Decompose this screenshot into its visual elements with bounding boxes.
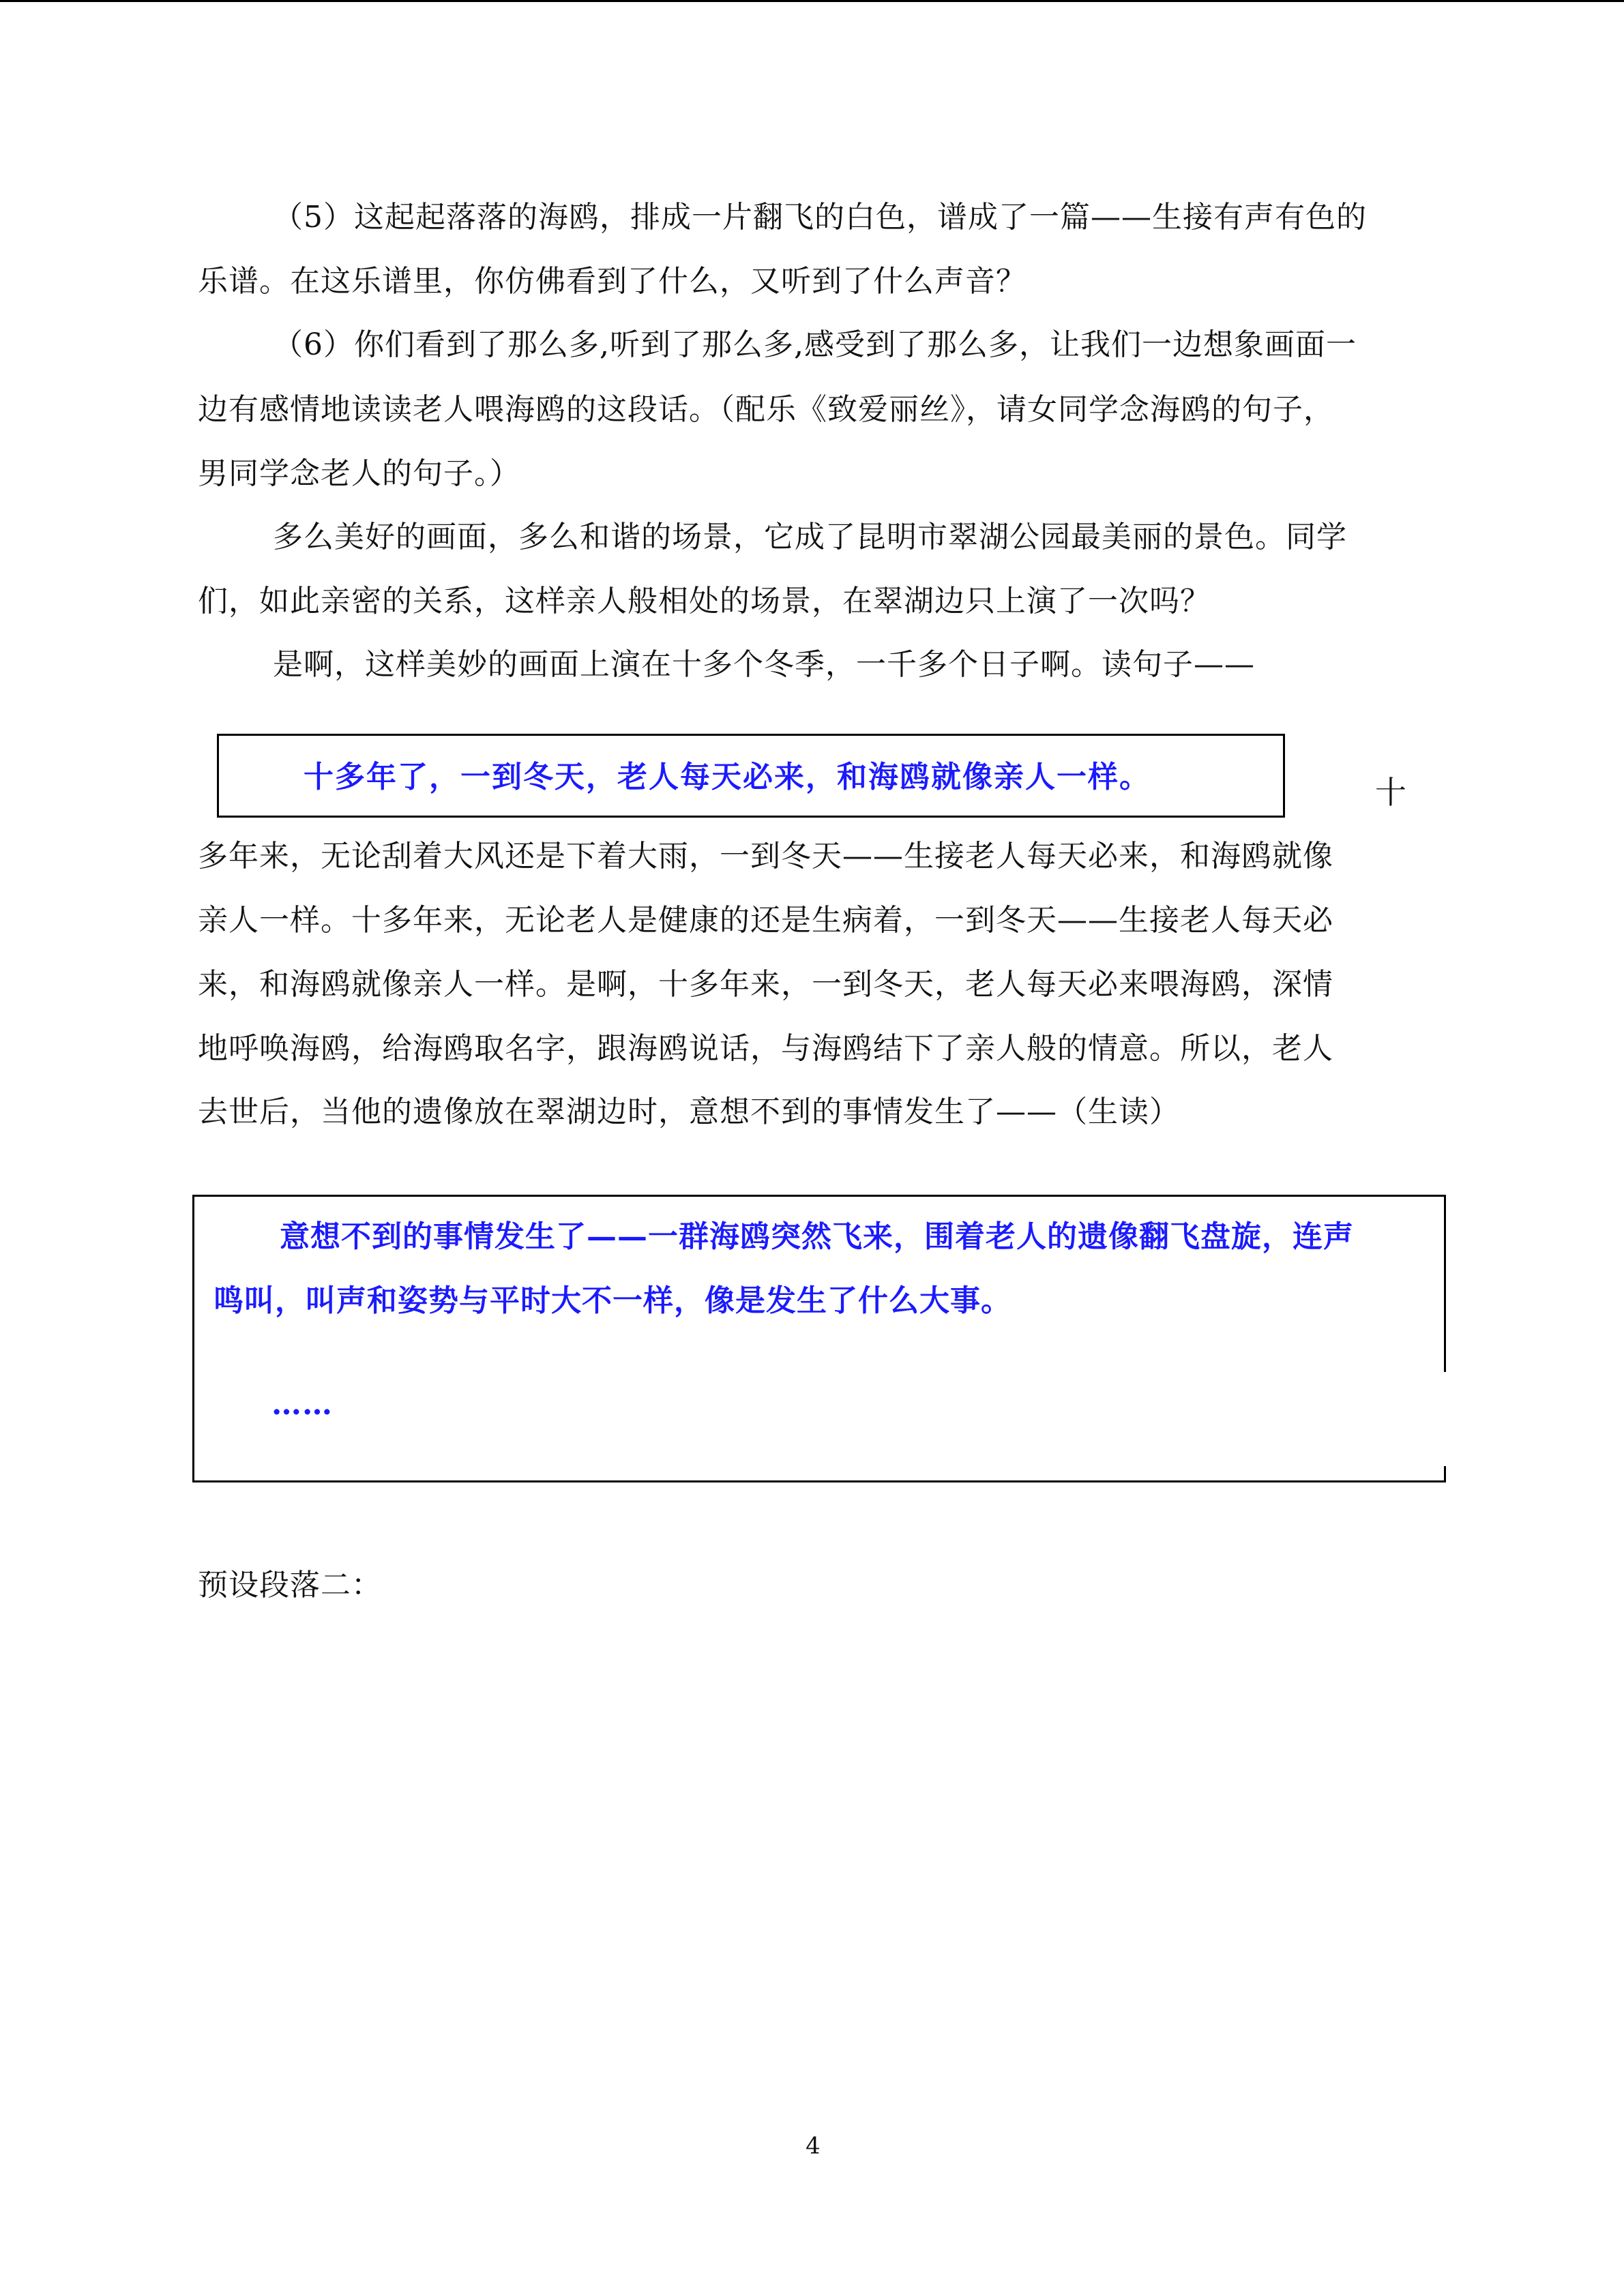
paragraph-6-line-2: 边有感情地读读老人喂海鸥的这段话。（配乐《致爱丽丝》，请女同学念海鸥的句子， [198,392,1334,427]
paragraph-9-line-3: 来，和海鸥就像亲人一样。是啊，十多年来，一到冬天，老人每天必来喂海鸥，深情 [198,967,1333,1002]
quote-box-2-ellipsis: …… [271,1387,333,1422]
paragraph-6-line-1: （6）你们看到了那么多,听到了那么多,感受到了那么多，让我们一边想象画面一 [273,327,1357,362]
paragraph-9-line-5: 去世后，当他的遗像放在翠湖边时，意想不到的事情发生了——（生读） [198,1094,1180,1129]
paragraph-9-line-2: 亲人一样。十多年来，无论老人是健康的还是生病着，一到冬天——生接老人每天必 [198,903,1333,938]
page-number: 4 [806,2132,821,2160]
quote-box-2-right-border-top [1444,1195,1446,1372]
quote-box-2-line-2: 鸣叫，叫声和姿势与平时大不一样，像是发生了什么大事。 [213,1283,1012,1318]
page-top-border [0,0,1624,2]
paragraph-7-line-2: 们，如此亲密的关系，这样亲人般相处的场景，在翠湖边只上演了一次吗？ [198,584,1211,618]
quote-box-1-text: 十多年了，一到冬天，老人每天必来，和海鸥就像亲人一样。 [304,760,1151,794]
paragraph-8-line-1: 是啊，这样美妙的画面上演在十多个冬季，一千多个日子啊。读句子—— [273,647,1255,682]
paragraph-5-line-2: 乐谱。在这乐谱里，你仿佛看到了什么，又听到了什么声音？ [198,264,1027,299]
quote-box-2-right-border-bottom [1444,1466,1446,1482]
paragraph-9-line-4: 地呼唤海鸥，给海鸥取名字，跟海鸥说话，与海鸥结下了亲人般的情意。所以，老人 [198,1031,1333,1066]
paragraph-5-line-1: （5）这起起落落的海鸥，排成一片翻飞的白色，谱成了一篇——生接有声有色的 [273,200,1367,235]
quote-box-2-line-1: 意想不到的事情发生了——一群海鸥突然飞来，围着老人的遗像翻飞盘旋，连声 [280,1219,1354,1254]
paragraph-7-line-1: 多么美好的画面，多么和谐的场景，它成了昆明市翠湖公园最美丽的景色。同学 [273,520,1347,554]
wrapped-char: 十 [1375,774,1406,811]
paragraph-9-line-1: 多年来，无论刮着大风还是下着大雨，一到冬天——生接老人每天必来，和海鸥就像 [198,839,1333,874]
paragraph-6-line-3: 男同学念老人的句子。） [198,456,520,491]
preset-paragraph-label: 预设段落二： [198,1568,382,1602]
